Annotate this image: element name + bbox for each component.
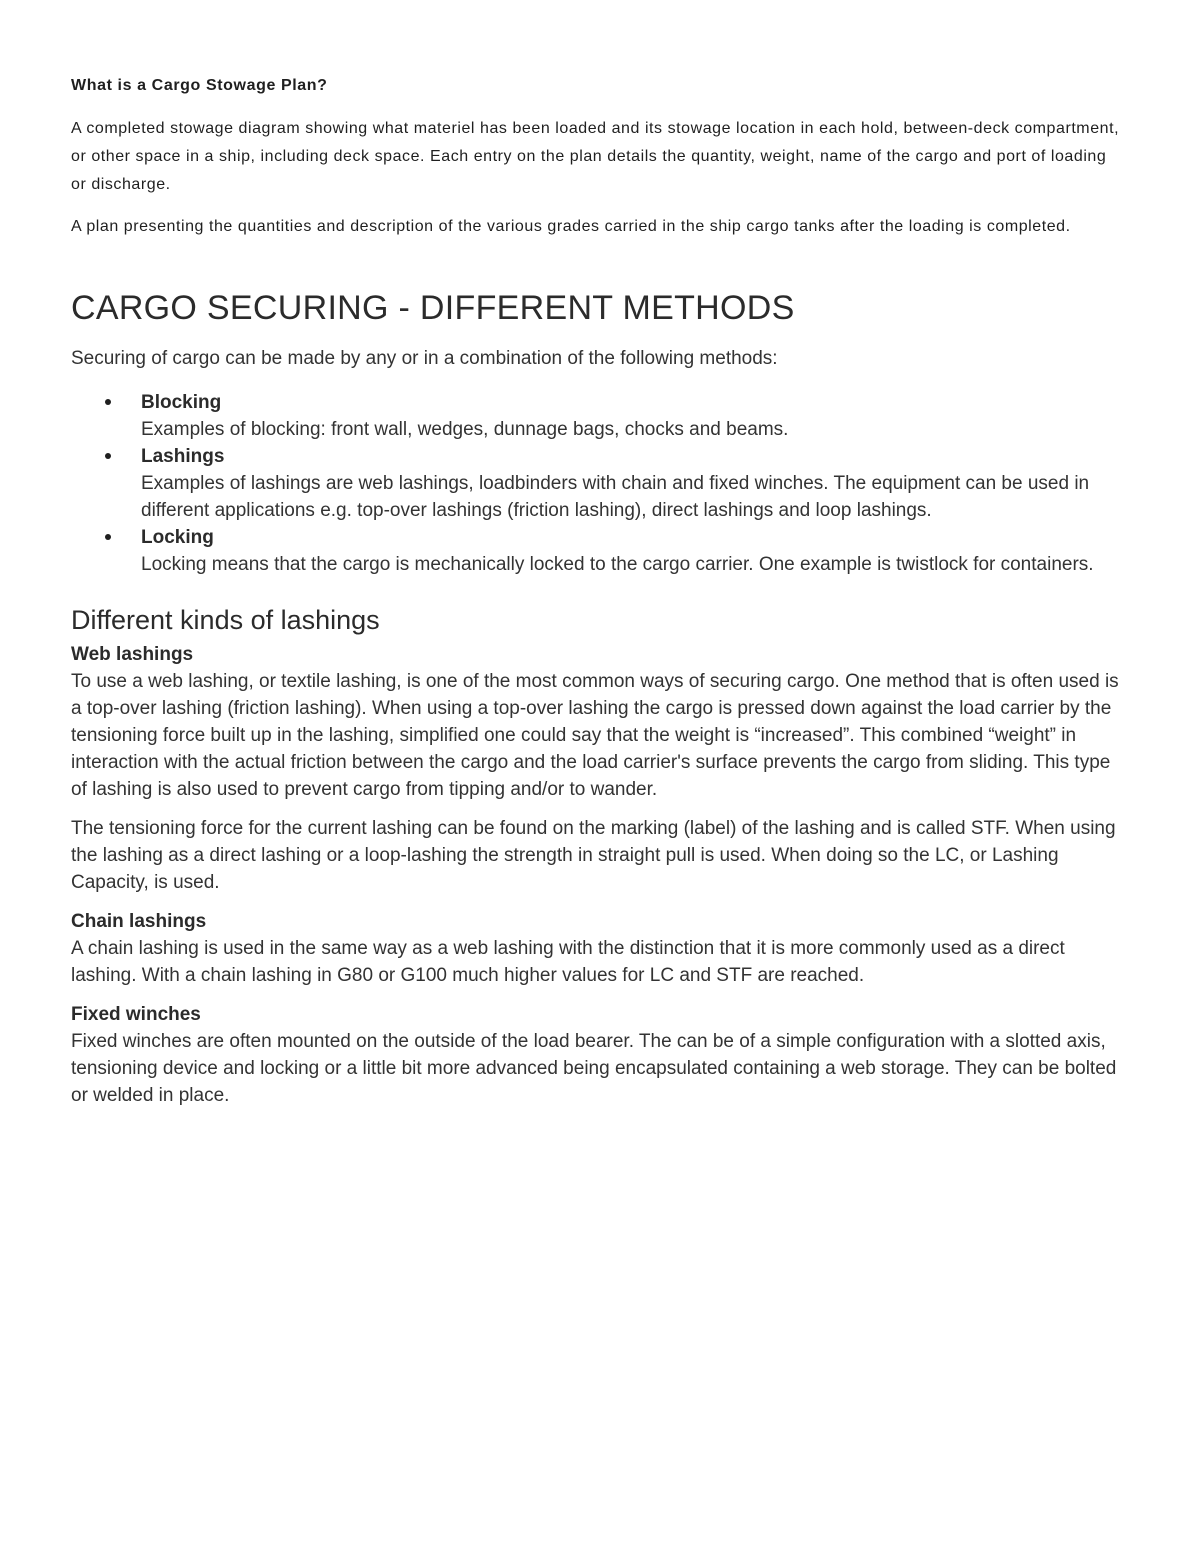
fixed-winches-paragraph: Fixed winches are often mounted on the outside of the load bearer. The can be of a simple configuration with a slotted axis, tensioning device and locking or a little bit more advanced being encapsulated containing a web storage. They can be bolted or welded in place. bbox=[71, 1031, 1117, 1106]
list-item-lashings bbox=[141, 443, 1123, 524]
method-title: Locking bbox=[141, 527, 214, 548]
securing-lead: Securing of cargo can be made by any or in a combination of the following methods: bbox=[71, 348, 778, 369]
web-lashings-paragraph-2: The tensioning force for the current lashing can be found on the marking (label) of the lashing and is called STF. When using the lashing as a direct lashing or a loop-lashing the strength in straight pull is used. When doing so the LC, or Lashing Capacity, is used. bbox=[71, 818, 1116, 893]
bullet-icon bbox=[105, 534, 111, 540]
chain-lashings-paragraph: A chain lashing is used in the same way as a web lashing with the distinction that it is more commonly used as a direct lashing. With a chain lashing in G80 or G100 much higher values for LC and STF are reached. bbox=[71, 938, 1065, 986]
method-text: Locking means that the cargo is mechanically locked to the cargo carrier. One example is twistlock for containers. bbox=[141, 554, 1094, 575]
bullet-icon bbox=[105, 453, 111, 459]
list-item-locking bbox=[141, 524, 1123, 578]
chain-lashings-heading: Chain lashings bbox=[71, 911, 207, 932]
method-text: Examples of blocking: front wall, wedges, dunnage bags, chocks and beams. bbox=[141, 419, 789, 440]
intro-heading: What is a Cargo Stowage Plan? bbox=[71, 77, 328, 94]
list-item-blocking bbox=[141, 389, 1123, 443]
intro-paragraph-1: A completed stowage diagram showing what materiel has been loaded and its stowage location in each hold, between-deck compartment, or other space in a ship, including deck space. Each entry on the plan details the quantity, weight, name of the cargo and port of loading or discharge. bbox=[71, 120, 1120, 193]
fixed-winches-heading: Fixed winches bbox=[71, 1004, 201, 1025]
intro-paragraph-2: A plan presenting the quantities and description of the various grades carried in the ship cargo tanks after the loading is completed. bbox=[71, 218, 1071, 235]
web-lashings-heading: Web lashings bbox=[71, 644, 194, 665]
method-title: Lashings bbox=[141, 446, 225, 467]
document-page bbox=[71, 72, 1123, 1121]
methods-list bbox=[71, 389, 1123, 578]
web-lashings-paragraph-1: To use a web lashing, or textile lashing, is one of the most common ways of securing cargo. One method that is often used is a top-over lashing (friction lashing). When using a top-over lashing the cargo is pressed down against the load carrier by the tensioning force built up in the lashing, simplified one could say that the weight is “increased”. This combined “weight” in interaction with the actual friction between the cargo and the load carrier's surface prevents the cargo from sliding. This type of lashing is also used to prevent cargo from tipping and/or to wander. bbox=[71, 671, 1119, 800]
bullet-icon bbox=[105, 399, 111, 405]
method-title: Blocking bbox=[141, 392, 222, 413]
lashings-title: Different kinds of lashings bbox=[71, 605, 380, 635]
method-text: Examples of lashings are web lashings, loadbinders with chain and fixed winches. The equipment can be used in different applications e.g. top-over lashings (friction lashing), direct lashings and loop lashings. bbox=[141, 473, 1090, 521]
securing-title: CARGO SECURING - DIFFERENT METHODS bbox=[71, 289, 795, 327]
